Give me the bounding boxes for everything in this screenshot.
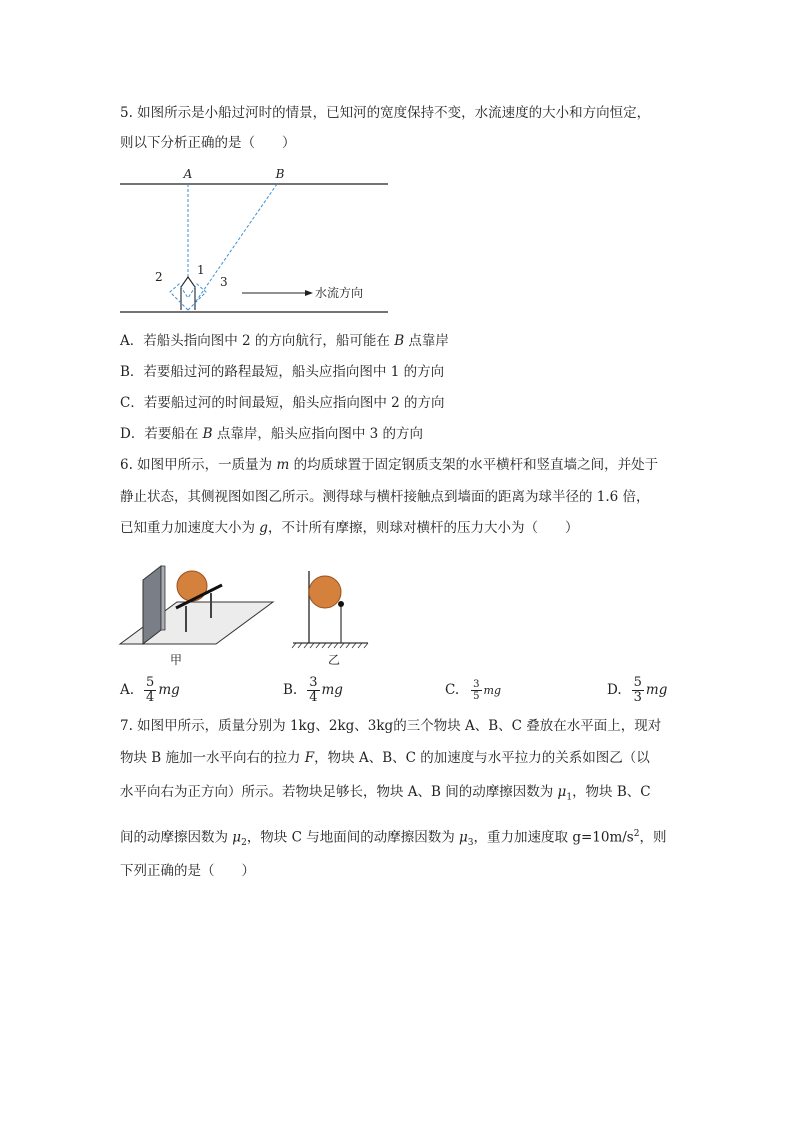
q6-option-a: A. $\frac{5}{4}$ mg bbox=[120, 674, 180, 705]
q5-option-a: A．若船头指向图中 2 的方向航行，船可能在 B 点靠岸 bbox=[120, 333, 449, 349]
label-1: 1 bbox=[197, 263, 205, 277]
q7-stem-line5: 下列正确的是（ ） bbox=[120, 863, 255, 879]
q6-stem-line1: 6. 如图甲所示，一质量为 m 的均质球置于固定钢质支架的水平横杆和竖直墙之间，并处于 bbox=[120, 457, 659, 473]
bar-contact-point bbox=[338, 601, 344, 607]
flow-direction-label: 水流方向 bbox=[315, 286, 364, 300]
q6-option-d: D. $\frac{5}{3}$ mg bbox=[607, 674, 668, 705]
ground-hatching bbox=[292, 643, 368, 648]
wall-side bbox=[143, 566, 161, 644]
q7-stem-line1: 7. 如图甲所示，质量分别为 1kg、2kg、3kg的三个物块 A、B、C 叠放在水平面上，现对 bbox=[120, 718, 662, 734]
q6-stem-line2: 静止状态，其侧视图如图乙所示。测得球与横杆接触点到墙面的距离为球半径的 1.6 倍， bbox=[120, 489, 650, 505]
q6-stem-line3: 已知重力加速度大小为 g，不计所有摩擦，则球对横杆的压力大小为（ ） bbox=[120, 520, 579, 536]
q5-river-figure bbox=[115, 163, 400, 318]
q7-stem-line2: 物块 B 施加一水平向右的拉力 F，物块 A、B、C 的加速度与水平拉力的关系如图乙（以 bbox=[120, 750, 650, 766]
q6-figure-jia bbox=[118, 560, 278, 668]
ball-icon bbox=[177, 571, 207, 601]
label-B: B bbox=[275, 167, 285, 181]
q5-option-c: C．若要船过河的时间最短，船头应指向图中 2 的方向 bbox=[120, 395, 445, 411]
q7-stem-line3: 水平向右为正方向）所示。若物块足够长，物块 A、B 间的动摩擦因数为 $\mu_1$，物块 B、C bbox=[120, 784, 651, 803]
q6-figure-yi bbox=[288, 563, 373, 669]
q5-option-b: B．若要船过河的路程最短，船头应指向图中 1 的方向 bbox=[120, 364, 445, 380]
ball-icon bbox=[309, 576, 341, 608]
q5-stem-line1: 5. 如图所示是小船过河时的情景，已知河的宽度保持不变，水流速度的大小和方向恒定， bbox=[120, 105, 651, 121]
q5-stem-line2: 则以下分析正确的是（ ） bbox=[120, 135, 296, 151]
q7-stem-line4: 间的动摩擦因数为 $\mu_2$，物块 C 与地面间的动摩擦因数为 $\mu_3$，重力加速度取 $g=10m/s^2$，则 bbox=[120, 829, 667, 849]
label-A: A bbox=[183, 167, 193, 181]
label-3: 3 bbox=[220, 275, 228, 289]
wall-front bbox=[161, 566, 165, 630]
flow-arrow-head bbox=[305, 290, 313, 296]
figure-label-jia: 甲 bbox=[169, 653, 183, 667]
q6-option-b: B. $\frac{3}{4}$ mg bbox=[283, 674, 343, 705]
figure-label-yi: 乙 bbox=[327, 653, 341, 667]
label-2: 2 bbox=[155, 270, 163, 284]
path-to-B bbox=[190, 184, 277, 310]
q5-option-d: D．若要船在 B 点靠岸，船头应指向图中 3 的方向 bbox=[120, 426, 424, 442]
q6-option-c: C. $\frac{3}{5}$ mg bbox=[445, 678, 501, 702]
